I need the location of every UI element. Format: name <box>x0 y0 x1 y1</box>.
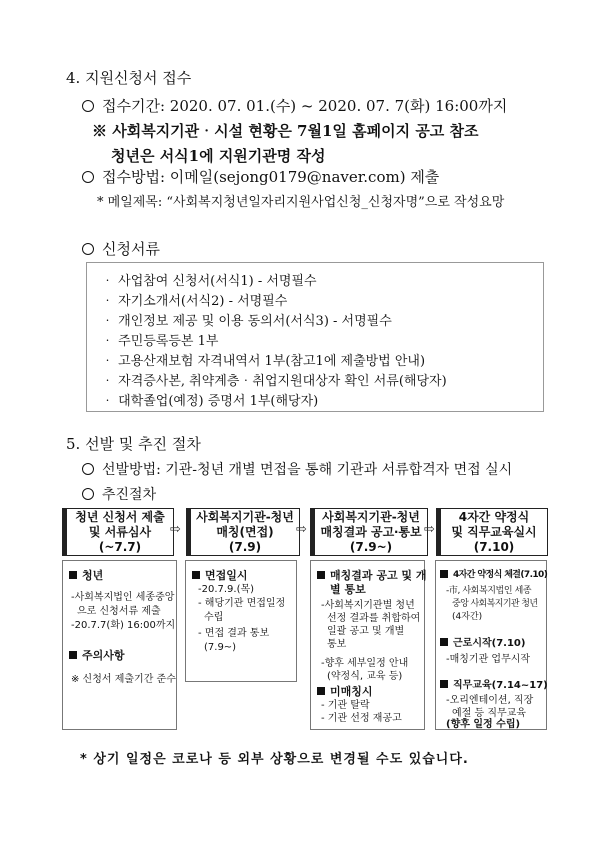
square-bullet-icon <box>440 570 448 578</box>
detail-text: (4자간) <box>452 612 483 622</box>
circle-bullet-icon <box>82 100 94 112</box>
doc-item: ‧ 주민등록등본 1부 <box>101 334 219 349</box>
detail-text: - 면접 결과 통보 <box>198 628 270 639</box>
footnote: * 상기 일정은 코로나 등 외부 상황으로 변경될 수도 있습니다. <box>80 752 469 767</box>
detail-text: -사회복지기관별 청년 <box>321 600 415 611</box>
arrow-right-icon: ⇨ <box>296 522 307 537</box>
detail-heading: 주의사항 <box>69 649 125 662</box>
mail-subject: * 메일제목: “사회복지청년일자리지원사업신청_신청자명”으로 작성요망 <box>97 195 505 210</box>
detail-heading: 매칭결과 공고 및 개 <box>317 569 427 582</box>
section5-title: 5. 선발 및 추진 절차 <box>66 435 201 453</box>
detail-text: - 기관 탈락 <box>321 700 370 711</box>
detail-text: 중앙 사회복지기관 청년 <box>452 599 538 609</box>
detail-text: 예절 등 직무교육 <box>452 708 526 719</box>
circle-bullet-icon <box>82 463 94 475</box>
doc-item: ‧ 개인정보 제공 및 이용 동의서(서식3) - 서명필수 <box>101 314 392 329</box>
circle-bullet-icon <box>82 171 94 183</box>
process-label-item <box>82 484 156 504</box>
detail-heading: 면접일시 <box>192 569 248 582</box>
arrow-right-icon: ⇨ <box>170 522 181 537</box>
detail-text: -오리엔테이션, 직장 <box>446 695 534 706</box>
square-bullet-icon <box>317 687 325 695</box>
detail-text: - 기관 선정 재공고 <box>321 713 402 724</box>
detail-text: (7.9~) <box>204 642 237 653</box>
step-detail-1 <box>62 560 177 730</box>
detail-text: 선정 결과를 취합하여 <box>327 613 421 624</box>
period-text: 접수기간: 2020. 07. 01.(수) ~ 2020. 07. 7(화) 16:00까지 <box>102 97 508 115</box>
circle-bullet-icon <box>82 243 94 255</box>
detail-text: (약정식, 교육 등) <box>327 671 403 682</box>
doc-item: ‧ 자기소개서(서식2) - 서명필수 <box>101 294 288 309</box>
detail-heading-cont: 별 통보 <box>330 583 366 596</box>
method-item <box>82 166 439 187</box>
selection-item <box>82 459 512 479</box>
detail-text: -20.7.9.(목) <box>198 584 255 595</box>
detail-text: -사회복지법인 세종중앙 <box>71 592 175 603</box>
circle-bullet-icon <box>82 488 94 500</box>
detail-text: -향후 세부일정 안내 <box>321 658 409 669</box>
docs-label-item <box>82 238 160 259</box>
step-header-4: 4자간 약정식 및 직무교육실시 (7.10) <box>436 508 548 556</box>
detail-heading: 미매칭시 <box>317 685 373 698</box>
doc-item: ‧ 대학졸업(예정) 증명서 1부(해당자) <box>101 394 319 409</box>
doc-item: ‧ 자격증사본, 취약계층‧취업지원대상자 확인 서류(해당자) <box>101 374 447 389</box>
detail-heading: 근로시작(7.10) <box>440 637 525 650</box>
detail-heading: 4자간 약정식 체결(7.10) <box>440 569 547 582</box>
detail-text: -市, 사회복지법인 세종 <box>446 586 532 596</box>
detail-text: 으로 신청서류 제출 <box>77 606 161 617</box>
detail-text: 수립 <box>204 612 224 623</box>
selection-text: 선발방법: 기관-청년 개별 면접을 통해 기관과 서류합격자 면접 실시 <box>102 462 513 478</box>
arrow-right-icon: ⇨ <box>424 522 435 537</box>
detail-text: - 해당기관 면접일정 <box>198 598 286 609</box>
doc-item: ‧ 사업참여 신청서(서식1) - 서명필수 <box>101 274 317 289</box>
note-line-1: ※ 사회복지기관‧시설 현황은 7월1일 홈페이지 공고 참조 <box>92 122 479 140</box>
step-detail-2 <box>185 560 297 682</box>
process-label: 추진절차 <box>102 487 157 503</box>
detail-heading: 직무교육(7.14~17) <box>440 679 548 692</box>
detail-text: 일괄 공고 및 개별 <box>327 626 405 637</box>
step-detail-3 <box>310 560 425 730</box>
doc-item: ‧ 고용산재보험 자격내역서 1부(참고1에 제출방법 안내) <box>101 354 426 369</box>
method-text: 접수방법: 이메일(sejong0179@naver.com) 제출 <box>102 168 440 186</box>
detail-text: -20.7.7(화) 16:00까지 <box>71 620 176 631</box>
step-detail-4 <box>435 560 547 730</box>
note-line-2: 청년은 서식1에 지원기관명 작성 <box>111 147 326 165</box>
step-header-1: 청년 신청서 제출 및 서류심사 (~7.7) <box>62 508 174 556</box>
docs-label: 신청서류 <box>102 240 160 258</box>
detail-text: -매칭기관 업무시작 <box>446 654 531 665</box>
square-bullet-icon <box>440 680 448 688</box>
square-bullet-icon <box>69 651 77 659</box>
detail-text: (향후 일정 수립) <box>446 719 521 730</box>
detail-text: ※ 신청서 제출기간 준수 <box>71 674 176 685</box>
step-header-3: 사회복지기관-청년 매칭결과 공고‧통보 (7.9~) <box>310 508 428 556</box>
square-bullet-icon <box>440 638 448 646</box>
section4-title: 4. 지원신청서 접수 <box>66 69 192 87</box>
documents-box <box>86 262 544 412</box>
square-bullet-icon <box>317 571 325 579</box>
step-header-2: 사회복지기관-청년 매칭(면접) (7.9) <box>186 508 300 556</box>
detail-heading: 청년 <box>69 569 103 582</box>
period-item <box>82 95 507 116</box>
square-bullet-icon <box>192 571 200 579</box>
detail-text: 통보 <box>327 639 347 650</box>
square-bullet-icon <box>69 571 77 579</box>
